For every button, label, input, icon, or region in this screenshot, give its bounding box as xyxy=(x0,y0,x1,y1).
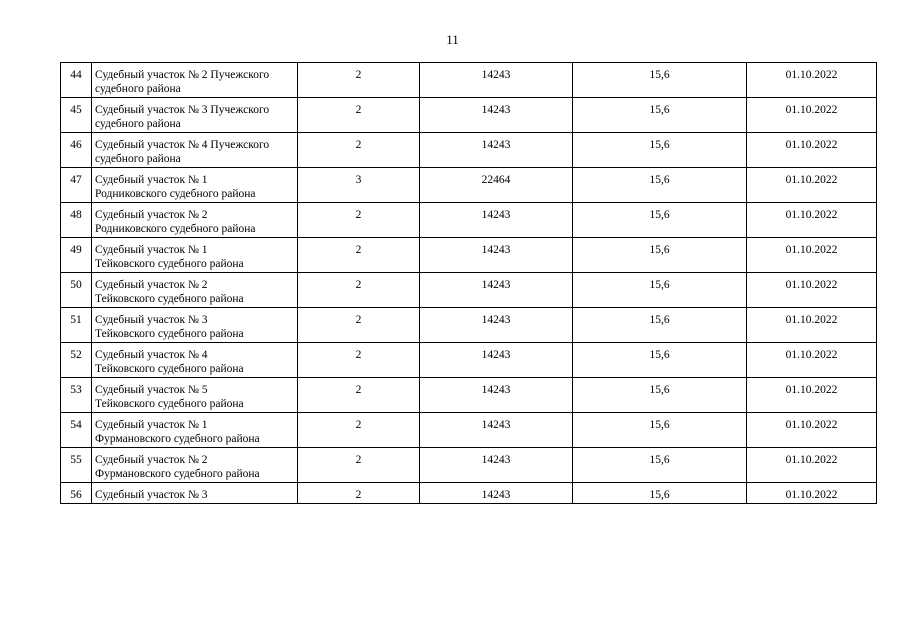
date-cell: 01.10.2022 xyxy=(747,203,877,238)
court-name-line1: Судебный участок № 2 Пучежского xyxy=(95,69,270,81)
staff-count-cell: 2 xyxy=(298,483,420,504)
table-row xyxy=(61,413,877,448)
court-name-cell xyxy=(92,343,298,378)
date-cell: 01.10.2022 xyxy=(747,483,877,504)
amount-cell: 14243 xyxy=(420,238,573,273)
row-number-cell: 44 xyxy=(61,63,92,98)
table-row xyxy=(61,238,877,273)
amount-cell: 14243 xyxy=(420,413,573,448)
court-name-line1: Судебный участок № 2 xyxy=(95,279,208,291)
date-cell: 01.10.2022 xyxy=(747,168,877,203)
date-cell: 01.10.2022 xyxy=(747,63,877,98)
court-name-line2: Тейковского судебного района xyxy=(95,398,244,410)
date-cell: 01.10.2022 xyxy=(747,273,877,308)
rate-cell: 15,6 xyxy=(573,63,747,98)
table-body xyxy=(61,63,877,504)
date-cell: 01.10.2022 xyxy=(747,343,877,378)
amount-cell: 14243 xyxy=(420,63,573,98)
court-name-line1: Судебный участок № 1 xyxy=(95,244,208,256)
court-name-cell xyxy=(92,63,298,98)
date-cell: 01.10.2022 xyxy=(747,98,877,133)
rate-cell: 15,6 xyxy=(573,98,747,133)
court-name-cell xyxy=(92,448,298,483)
court-name-line1: Судебный участок № 1 xyxy=(95,419,208,431)
data-table xyxy=(60,62,877,504)
date-cell: 01.10.2022 xyxy=(747,413,877,448)
court-name-line1: Судебный участок № 3 Пучежского xyxy=(95,104,270,116)
court-name-line1: Судебный участок № 3 xyxy=(95,489,208,501)
court-name-cell xyxy=(92,273,298,308)
staff-count-cell: 3 xyxy=(298,168,420,203)
staff-count-cell: 2 xyxy=(298,343,420,378)
table-row xyxy=(61,343,877,378)
rate-cell: 15,6 xyxy=(573,448,747,483)
amount-cell: 14243 xyxy=(420,378,573,413)
table-row xyxy=(61,203,877,238)
court-name-line1: Судебный участок № 1 xyxy=(95,174,208,186)
rate-cell: 15,6 xyxy=(573,308,747,343)
date-cell: 01.10.2022 xyxy=(747,378,877,413)
court-name-line2: Тейковского судебного района xyxy=(95,363,244,375)
row-number-cell: 45 xyxy=(61,98,92,133)
court-name-line2: Тейковского судебного района xyxy=(95,328,244,340)
amount-cell: 14243 xyxy=(420,448,573,483)
row-number-cell: 53 xyxy=(61,378,92,413)
court-name-line2: Тейковского судебного района xyxy=(95,293,244,305)
row-number-cell: 48 xyxy=(61,203,92,238)
court-name-cell xyxy=(92,168,298,203)
table-row xyxy=(61,308,877,343)
amount-cell: 14243 xyxy=(420,273,573,308)
court-name-line2: судебного района xyxy=(95,118,181,130)
staff-count-cell: 2 xyxy=(298,378,420,413)
table-row xyxy=(61,448,877,483)
court-name-line2: Фурмановского судебного района xyxy=(95,468,260,480)
staff-count-cell: 2 xyxy=(298,238,420,273)
court-name-cell xyxy=(92,483,298,504)
date-cell: 01.10.2022 xyxy=(747,238,877,273)
court-name-line1: Судебный участок № 4 xyxy=(95,349,208,361)
rate-cell: 15,6 xyxy=(573,378,747,413)
court-name-cell xyxy=(92,413,298,448)
staff-count-cell: 2 xyxy=(298,413,420,448)
date-cell: 01.10.2022 xyxy=(747,133,877,168)
rate-cell: 15,6 xyxy=(573,168,747,203)
staff-count-cell: 2 xyxy=(298,133,420,168)
court-name-line2: судебного района xyxy=(95,153,181,165)
court-name-cell xyxy=(92,133,298,168)
row-number-cell: 52 xyxy=(61,343,92,378)
staff-count-cell: 2 xyxy=(298,203,420,238)
table-row xyxy=(61,168,877,203)
page-number: 11 xyxy=(446,32,459,47)
row-number-cell: 55 xyxy=(61,448,92,483)
court-name-line2: Тейковского судебного района xyxy=(95,258,244,270)
row-number-cell: 56 xyxy=(61,483,92,504)
court-name-line2: Родниковского судебного района xyxy=(95,188,256,200)
row-number-cell: 50 xyxy=(61,273,92,308)
row-number-cell: 47 xyxy=(61,168,92,203)
court-name-cell xyxy=(92,98,298,133)
table-row xyxy=(61,98,877,133)
amount-cell: 14243 xyxy=(420,483,573,504)
rate-cell: 15,6 xyxy=(573,203,747,238)
date-cell: 01.10.2022 xyxy=(747,448,877,483)
staff-count-cell: 2 xyxy=(298,448,420,483)
amount-cell: 14243 xyxy=(420,98,573,133)
table-row xyxy=(61,378,877,413)
row-number-cell: 49 xyxy=(61,238,92,273)
amount-cell: 22464 xyxy=(420,168,573,203)
table-row xyxy=(61,273,877,308)
court-name-line1: Судебный участок № 2 xyxy=(95,209,208,221)
date-cell: 01.10.2022 xyxy=(747,308,877,343)
row-number-cell: 46 xyxy=(61,133,92,168)
rate-cell: 15,6 xyxy=(573,343,747,378)
staff-count-cell: 2 xyxy=(298,273,420,308)
court-name-cell xyxy=(92,238,298,273)
rate-cell: 15,6 xyxy=(573,273,747,308)
table-row xyxy=(61,133,877,168)
row-number-cell: 54 xyxy=(61,413,92,448)
amount-cell: 14243 xyxy=(420,133,573,168)
rate-cell: 15,6 xyxy=(573,133,747,168)
rate-cell: 15,6 xyxy=(573,413,747,448)
court-name-cell xyxy=(92,378,298,413)
staff-count-cell: 2 xyxy=(298,98,420,133)
court-name-cell xyxy=(92,308,298,343)
amount-cell: 14243 xyxy=(420,308,573,343)
court-name-line1: Судебный участок № 3 xyxy=(95,314,208,326)
table-row xyxy=(61,63,877,98)
amount-cell: 14243 xyxy=(420,343,573,378)
rate-cell: 15,6 xyxy=(573,238,747,273)
court-name-line2: судебного района xyxy=(95,83,181,95)
rate-cell: 15,6 xyxy=(573,483,747,504)
staff-count-cell: 2 xyxy=(298,308,420,343)
court-name-line1: Судебный участок № 5 xyxy=(95,384,208,396)
staff-count-cell: 2 xyxy=(298,63,420,98)
court-name-line2: Фурмановского судебного района xyxy=(95,433,260,445)
court-name-line1: Судебный участок № 2 xyxy=(95,454,208,466)
court-name-line1: Судебный участок № 4 Пучежского xyxy=(95,139,270,151)
court-name-cell xyxy=(92,203,298,238)
court-name-line2: Родниковского судебного района xyxy=(95,223,256,235)
row-number-cell: 51 xyxy=(61,308,92,343)
amount-cell: 14243 xyxy=(420,203,573,238)
table-row xyxy=(61,483,877,504)
